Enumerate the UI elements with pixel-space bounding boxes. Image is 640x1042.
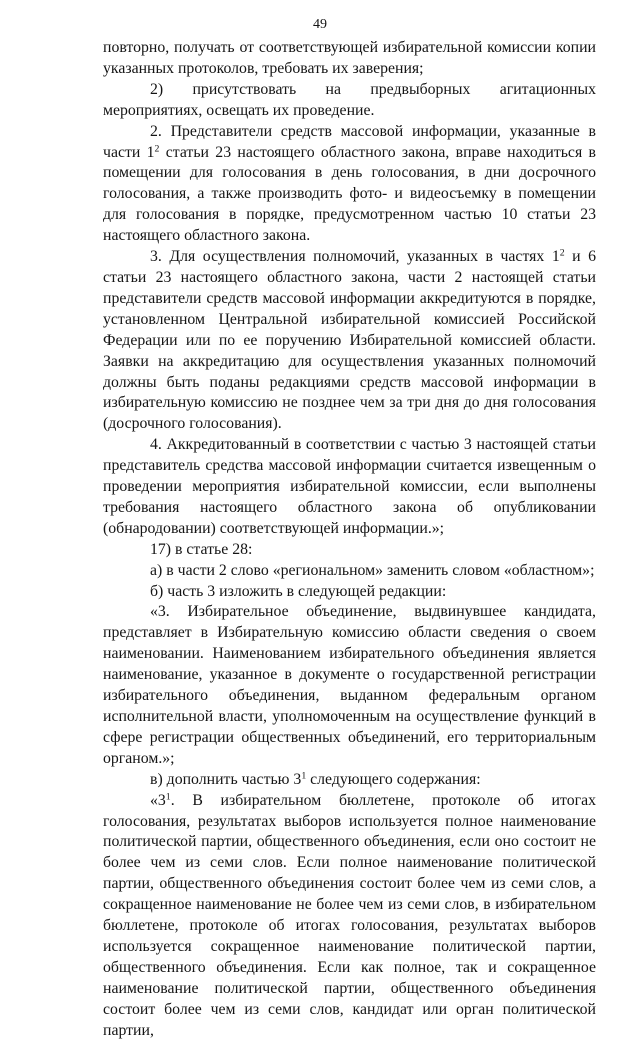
paragraph: 2) присутствовать на предвыборных агитационных мероприятиях, освещать их проведение. [103,80,596,119]
superscript: 2 [154,143,160,155]
paragraph: а) в части 2 слово «региональном» заменить словом «областном»; [150,561,595,579]
paragraph: повторно, получать от соответствующей избирательной комиссии копии указанных протоколов, требовать их заверения; [103,39,596,77]
body-text [103,38,596,1042]
paragraph: «3. Избирательное объединение, выдвинувшее кандидата, представляет в Избирательную комиссию области сведения о своем наименовании. Наименованием избирательного объединения является наименование, указанное в документе о государственной регистрации избирательного объединения, выданном федеральным органом исполнительной власти, уполномоченным на осуществление функций в сфере регистрации общественных объединений, его территориальным органом.»; [103,603,596,767]
page-number: 49 [313,17,327,32]
paragraph: в) дополнить частью $3^1$ следующего содержания: [150,770,481,788]
paragraph: 2. Представители средств массовой информации, указанные в части $1^2$ статьи 23 настоящего областного закона, вправе находиться в помещении для голосования в день голосования, в дни досрочного голосования, а также производить фото- и видеосъемку в помещении для голосования в порядке, предусмотренном частью 10 статьи 23 настоящего областного закона. [103,122,596,245]
paragraph: б) часть 3 изложить в следующей редакции: [150,582,447,600]
superscript: 1 [301,770,307,782]
paragraph: 3. Для осуществления полномочий, указанных в частях $1^2$ и 6 статьи 23 настоящего областного закона, части 2 настоящей статьи представители средств массовой информации аккредитуются в порядке, установленном Центральной избирательной комиссией Российской Федерации или по ее поручению Избирательной комиссией области. Заявки на аккредитацию для осуществления указанных полномочий должны быть поданы редакциями средств массовой информации в избирательную комиссию не позднее чем за три дня до дня голосования (досрочного голосования). [103,247,596,433]
superscript: 2 [559,247,565,259]
paragraph: 4. Аккредитованный в соответствии с частью 3 настоящей статьи представитель средства массовой информации считается извещенным о проведении мероприятия избирательной комиссии, если выполнены требования настоящего областного закона об опубликовании (обнародовании) соответствующей информации.»; [103,436,596,537]
paragraph: «$3^1$. В избирательном бюллетене, протоколе об итогах голосования, результатах выборов используется полное наименование политической партии, общественного объединения, если оно состоит не более чем из семи слов. Если полное наименование политической партии, общественного объединения состоит более чем из семи слов, а сокращенное наименование не более чем из семи слов, в избирательном бюллетене, протоколе об итогах голосования, результатах выборов используется сокращенное наименование политической партии, общественного объединения. Если как полное, так и сокращенное наименование политической партии, общественного объединения состоит более чем из семи слов, кандидат или орган политической партии, [103,791,596,1039]
superscript: 1 [165,791,171,803]
paragraph: 17) в статье 28: [150,540,253,558]
